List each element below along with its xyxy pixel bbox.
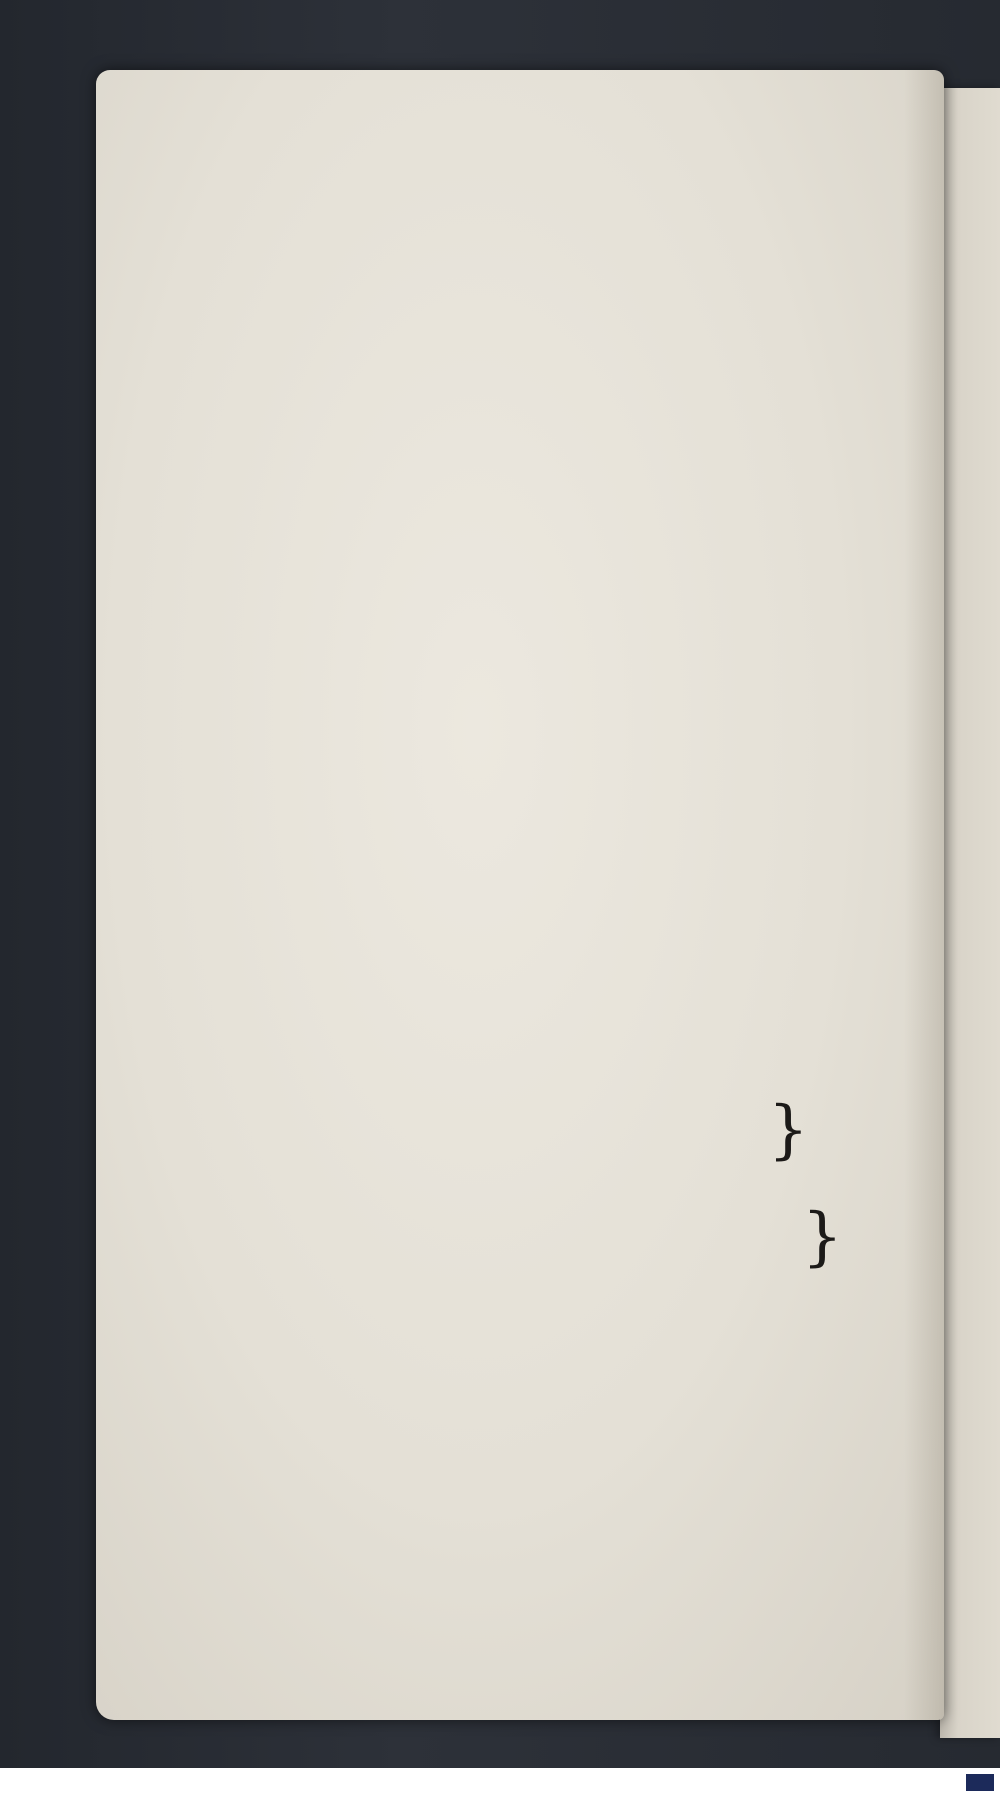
dfg-logo-icon [966,1774,994,1791]
book-page [96,70,944,1720]
facing-page-edge [940,88,1000,1738]
footer-bar [0,1768,1000,1798]
page-header [96,130,944,178]
brace-partendo: } [768,1093,809,1167]
brace-tra-se: } [802,1200,843,1274]
